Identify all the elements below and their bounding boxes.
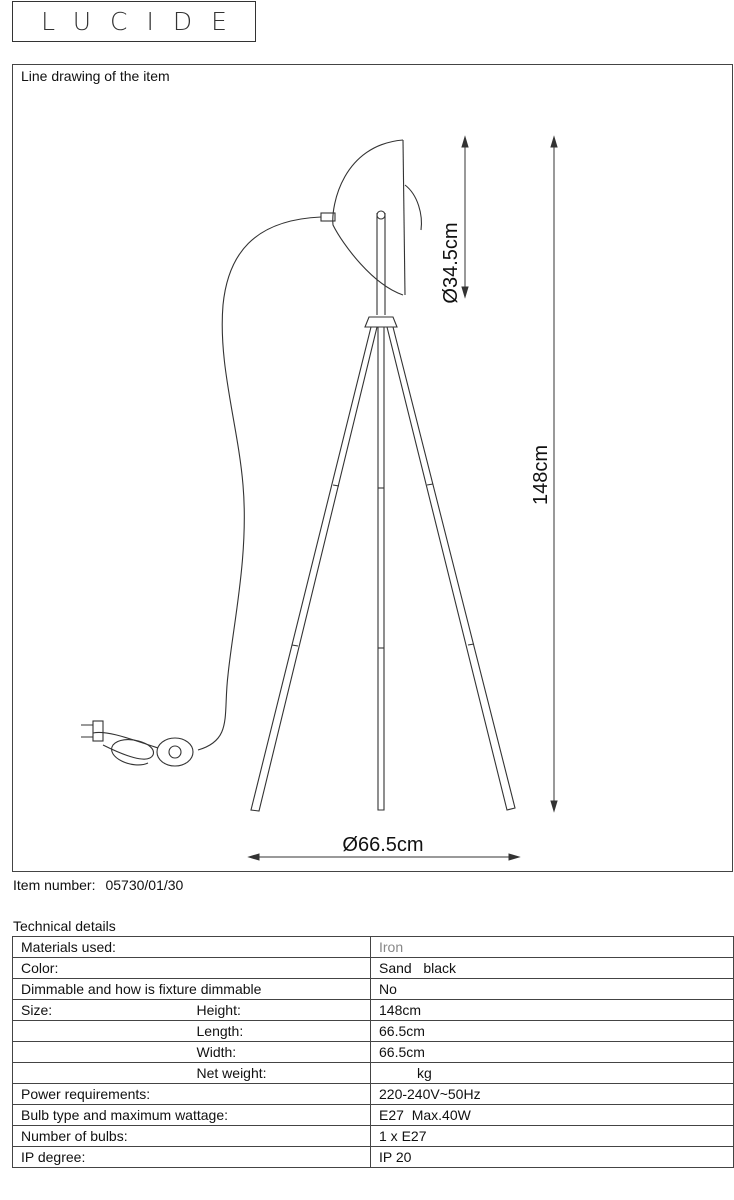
- table-row: [13, 1126, 734, 1147]
- table-row: [13, 937, 734, 958]
- spec-label: IP degree:: [13, 1147, 371, 1168]
- tripod-leg-right: [387, 327, 515, 810]
- technical-details-table: [12, 936, 734, 1168]
- spec-label: Materials used:: [13, 937, 371, 958]
- spec-label: Dimmable and how is fixture dimmable: [13, 979, 371, 1000]
- technical-details-title: Technical details: [13, 918, 116, 934]
- spec-sublabel: Length:: [191, 1021, 371, 1042]
- dim-shade-label: Ø34.5cm: [440, 222, 462, 304]
- lamp-line-drawing: [13, 65, 734, 873]
- spec-sublabel: Net weight:: [191, 1063, 371, 1084]
- table-row: [13, 1042, 734, 1063]
- spec-value: No: [371, 979, 734, 1000]
- table-row: [13, 1147, 734, 1168]
- spec-value: kg: [371, 1063, 734, 1084]
- spec-value: Iron: [371, 937, 734, 958]
- drawing-title: Line drawing of the item: [21, 68, 170, 84]
- lamp-shade: [333, 140, 403, 295]
- spec-label: Size:: [13, 1000, 191, 1021]
- spec-value: Sand black: [371, 958, 734, 979]
- spec-value: 66.5cm: [371, 1021, 734, 1042]
- line-drawing-panel: [12, 64, 733, 872]
- item-number-value: 05730/01/30: [105, 877, 184, 893]
- tripod-hub: [365, 317, 397, 327]
- dim-base-label: Ø66.5cm: [342, 834, 424, 856]
- spec-value: 66.5cm: [371, 1042, 734, 1063]
- item-number: [13, 877, 183, 893]
- spec-value: 1 x E27: [371, 1126, 734, 1147]
- spec-value: E27 Max.40W: [371, 1105, 734, 1126]
- brand-logo: [12, 1, 256, 42]
- spec-label: Power requirements:: [13, 1084, 371, 1105]
- table-row: [13, 1021, 734, 1042]
- spec-label: Color:: [13, 958, 371, 979]
- item-number-label: Item number:: [13, 877, 96, 893]
- power-cable: [198, 217, 321, 750]
- dim-height-label: 148cm: [530, 444, 552, 506]
- spec-sublabel: Height:: [191, 1000, 371, 1021]
- foot-switch: [157, 738, 193, 766]
- table-row: [13, 1105, 734, 1126]
- table-row: [13, 979, 734, 1000]
- spec-label: Bulb type and maximum wattage:: [13, 1105, 371, 1126]
- table-row: [13, 1000, 734, 1021]
- spec-value: 148cm: [371, 1000, 734, 1021]
- table-row: [13, 1084, 734, 1105]
- spec-label: Number of bulbs:: [13, 1126, 371, 1147]
- table-row: [13, 958, 734, 979]
- table-row: [13, 1063, 734, 1084]
- tripod-leg-center: [378, 327, 384, 810]
- logo-text: LUCIDE: [41, 7, 246, 36]
- spec-value: 220-240V~50Hz: [371, 1084, 734, 1105]
- spec-sublabel: Width:: [191, 1042, 371, 1063]
- spec-value: IP 20: [371, 1147, 734, 1168]
- tripod-leg-left: [251, 327, 377, 811]
